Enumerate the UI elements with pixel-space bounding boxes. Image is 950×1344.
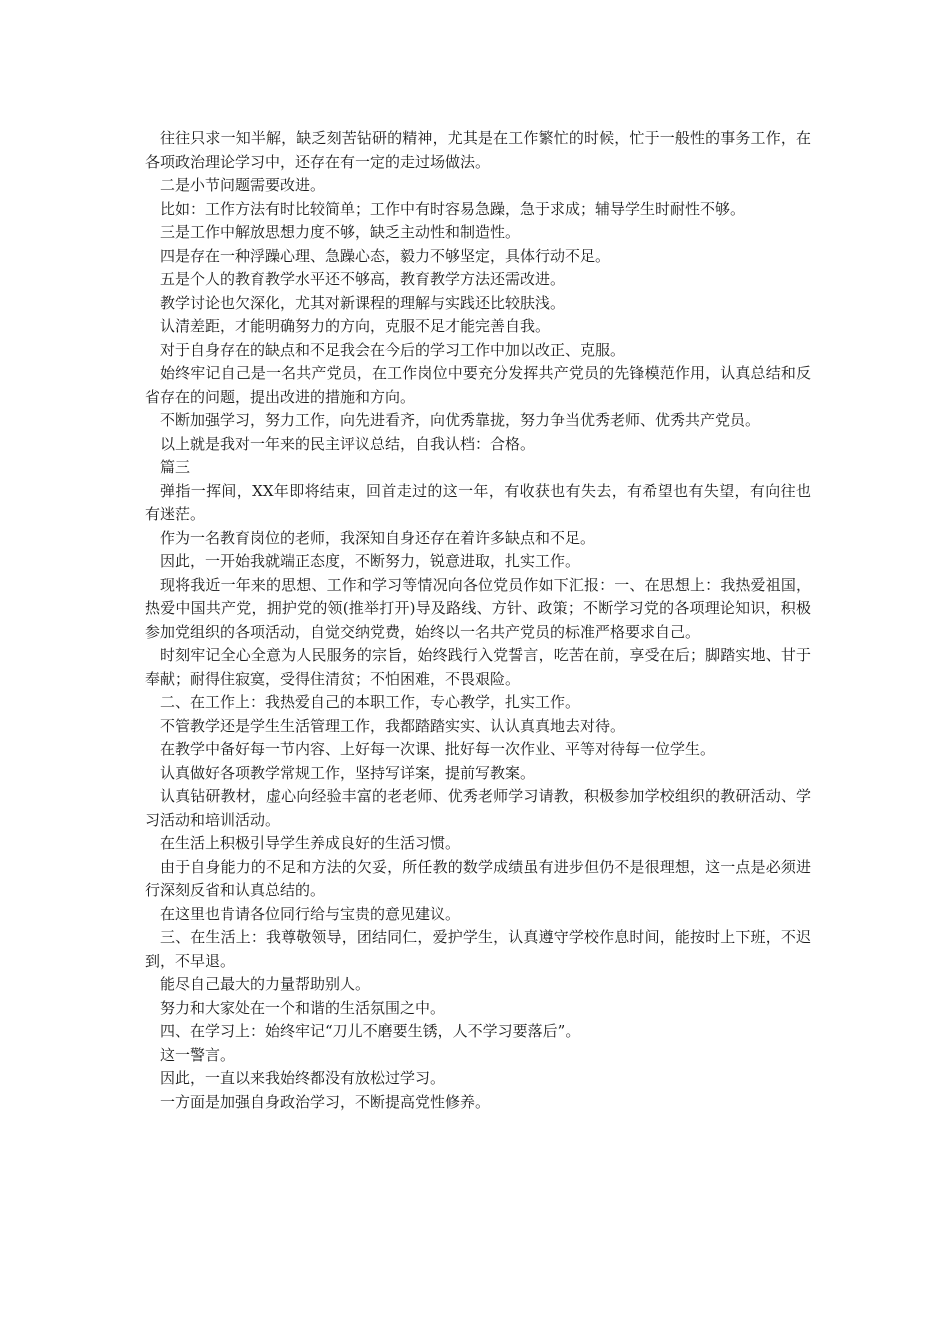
paragraph: 三是工作中解放思想力度不够，缺乏主动性和制造性。 bbox=[160, 223, 521, 241]
paragraph: 因此，一开始我就端正态度，不断努力，锐意进取，扎实工作。 bbox=[160, 552, 581, 570]
paragraph: 由于自身能力的不足和方法的欠妥，所任教的数学成绩虽有进步但仍不是很理想，这一点是必须进行深刻反省和认真总结的。 bbox=[145, 857, 811, 899]
paragraph: 在这里也肯请各位同行给与宝贵的意见建议。 bbox=[160, 904, 461, 923]
paragraph: 以上就是我对一年来的民主评议总结，自我认档：合格。 bbox=[160, 434, 536, 453]
paragraph: 往往只求一知半解，缺乏刻苦钻研的精神，尤其是在工作繁忙的时候，忙于一般性的事务工作，在各项政治理论学习中，还存在有一定的走过场做法。 bbox=[145, 129, 811, 171]
paragraph: 努力和大家处在一个和谐的生活氛围之中。 bbox=[160, 998, 446, 1017]
paragraph: 在教学中备好每一节内容、上好每一次课、批好每一次作业、平等对待每一位学生。 bbox=[160, 740, 716, 758]
paragraph: 现将我近一年来的思想、工作和学习等情况向各位党员作如下汇报：一、在思想上：我热爱祖国，热爱中国共产党，拥护党的领(推举打开)导及路线、方针、政策；不断学习党的各项理论知识，积极参加党组织的各项活动，自觉交纳党费，始终以一名共产党员的标准严格要求自己。 bbox=[145, 575, 811, 641]
paragraph: 三、在生活上：我尊敬领导，团结同仁，爱护学生，认真遵守学校作息时间，能按时上下班，不迟到，不早退。 bbox=[145, 928, 811, 970]
paragraph: 弹指一挥间，XX年即将结束，回首走过的这一年，有收获也有失去，有希望也有失望，有向往也有迷茫。 bbox=[145, 481, 811, 523]
paragraph: 因此，一直以来我始终都没有放松过学习。 bbox=[160, 1069, 446, 1087]
paragraph: 不管教学还是学生生活管理工作，我都踏踏实实、认认真真地去对待。 bbox=[160, 716, 626, 735]
paragraph: 在生活上积极引导学生养成良好的生活习惯。 bbox=[160, 834, 461, 852]
paragraph: 比如：工作方法有时比较简单；工作中有时容易急躁，急于求成；辅导学生时耐性不够。 bbox=[160, 199, 746, 218]
paragraph: 认清差距，才能明确努力的方向，克服不足才能完善自我。 bbox=[160, 317, 551, 335]
paragraph: 四是存在一种浮躁心理、急躁心态，毅力不够坚定，具体行动不足。 bbox=[160, 246, 611, 265]
paragraph: 二是小节问题需要改进。 bbox=[160, 176, 326, 194]
paragraph: 认真钻研教材，虚心向经验丰富的老老师、优秀老师学习请教，积极参加学校组织的教研活动、学习活动和培训活动。 bbox=[145, 787, 811, 829]
paragraph: 这一警言。 bbox=[160, 1045, 236, 1064]
paragraph: 能尽自己最大的力量帮助别人。 bbox=[160, 975, 371, 993]
paragraph: 五是个人的教育教学水平还不够高，教育教学方法还需改进。 bbox=[160, 270, 566, 288]
paragraph: 二、在工作上：我热爱自己的本职工作，专心教学，扎实工作。 bbox=[160, 693, 581, 711]
paragraph: 一方面是加强自身政治学习，不断提高党性修养。 bbox=[160, 1092, 491, 1111]
paragraph: 作为一名教育岗位的老师，我深知自身还存在着许多缺点和不足。 bbox=[160, 528, 596, 547]
paragraph: 不断加强学习，努力工作，向先进看齐，向优秀靠拢，努力争当优秀老师、优秀共产党员。 bbox=[160, 411, 761, 429]
paragraph: 始终牢记自己是一名共产党员，在工作岗位中要充分发挥共产党员的先锋模范作用，认真总结和反省存在的问题，提出改进的措施和方向。 bbox=[145, 364, 811, 406]
paragraph: 对于自身存在的缺点和不足我会在今后的学习工作中加以改正、克服。 bbox=[160, 340, 626, 359]
document-body bbox=[145, 127, 811, 1114]
section-heading: 篇三 bbox=[160, 458, 191, 476]
paragraph: 认真做好各项教学常规工作，坚持写详案，提前写教案。 bbox=[160, 763, 536, 782]
paragraph: 时刻牢记全心全意为人民服务的宗旨，始终践行入党誓言，吃苦在前，享受在后；脚踏实地、甘于奉献；耐得住寂寞，受得住清贫；不怕困难，不畏艰险。 bbox=[145, 646, 811, 688]
paragraph: 教学讨论也欠深化，尤其对新课程的理解与实践还比较肤浅。 bbox=[160, 293, 566, 312]
paragraph: 四、在学习上：始终牢记“刀儿不磨要生锈，人不学习要落后”。 bbox=[160, 1022, 581, 1040]
